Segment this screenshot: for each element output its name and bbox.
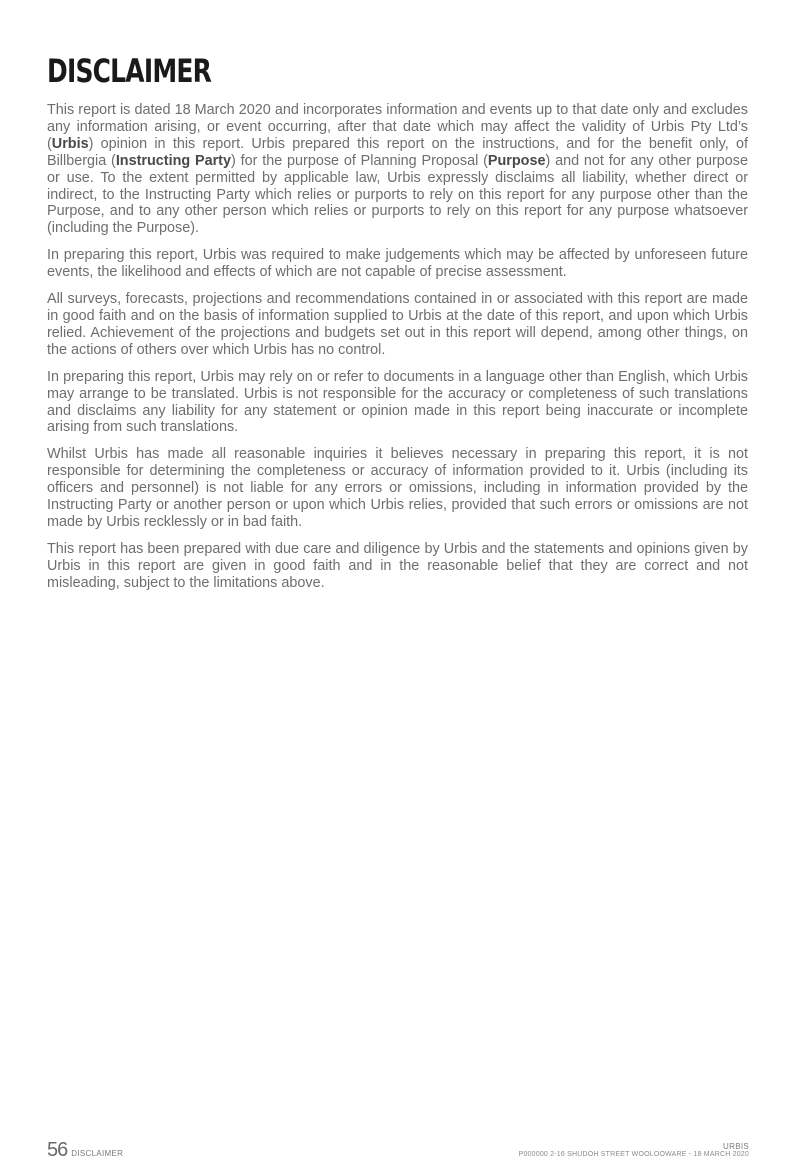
- footer-brand: URBIS: [723, 1142, 749, 1151]
- paragraph-text: This report has been prepared with due care and diligence by Urbis and the statements and opinions given by Urbis in this report are given in good faith and in the reasonable belief that they are correct and not misleading, subject to the limitations above.: [47, 540, 748, 591]
- paragraph-text: Whilst Urbis has made all reasonable inquiries it believes necessary in preparing this report, it is not responsible for determining the completeness or accuracy of information provided to it. Urbis (including its officers and personnel) is not liable for any errors or omissions, including in information provided by the Instructing Party or another person or upon which Urbis relies, provided that such errors or omissions are not made by Urbis recklessly or in bad faith.: [47, 446, 748, 530]
- footer-section-label: DISCLAIMER: [71, 1149, 124, 1158]
- paragraph-text: All surveys, forecasts, projections and recommendations contained in or associated with this report are made in good faith and on the basis of information supplied to Urbis at the date of this report, and upon which Urbis relied. Achievement of the projections and budgets set out in this report will depend, among other things, on the actions of others over which Urbis has no control.: [47, 291, 748, 358]
- page-title: DISCLAIMER: [47, 52, 212, 90]
- defined-term: Urbis: [51, 135, 89, 152]
- page-number: 56: [47, 1139, 68, 1161]
- paragraph-text: In preparing this report, Urbis may rely on or refer to documents in a language other than English, which Urbis may arrange to be translated. Urbis is not responsible for the accuracy or completeness of such translations and disclaims any liability for any statement or opinion made in this report being inaccurate or incomplete arising from such translations.: [47, 368, 748, 436]
- disclaimer-paragraph: [47, 541, 748, 592]
- paragraph-text: ) and not for any other purpose or use. To the extent permitted by applicable law, Urbis expressly disclaims all liability, whether direct or indirect, to the Instructing Party which relies or purports to rely on this report for any purpose other than the Purpose, and to any other person which relies or purports to rely on this report for any purpose whatsoever (including the Purpose).: [47, 152, 748, 237]
- disclaimer-paragraph: [47, 369, 748, 437]
- disclaimer-paragraph: [47, 247, 748, 281]
- disclaimer-paragraph: [47, 291, 748, 359]
- defined-term: Instructing Party: [115, 152, 231, 169]
- disclaimer-paragraph: [47, 102, 748, 237]
- disclaimer-page: [47, 52, 748, 602]
- paragraph-text: ) for the purpose of Planning Proposal (: [230, 152, 488, 169]
- footer-right: [519, 1142, 749, 1158]
- paragraph-text: ) opinion in this report. Urbis prepared this report on the instructions, and for the benefit only, of Billbergia (: [47, 135, 748, 169]
- footer-left: [47, 1139, 123, 1159]
- disclaimer-paragraph: [47, 446, 748, 531]
- paragraph-text: In preparing this report, Urbis was required to make judgements which may be affected by unforeseen future events, the likelihood and effects of which are not capable of precise assessment.: [47, 247, 748, 281]
- disclaimer-body: [47, 102, 748, 592]
- footer-reference: P000000 2-16 SHUDOH STREET WOOLOOWARE - 18 MARCH 2020: [518, 1151, 749, 1158]
- paragraph-text: This report is dated 18 March 2020 and incorporates information and events up to that date only and excludes any information arising, or event occurring, after that date which may affect the validity of Urbis Pty Ltd’s (: [47, 102, 748, 152]
- defined-term: Purpose: [487, 152, 546, 169]
